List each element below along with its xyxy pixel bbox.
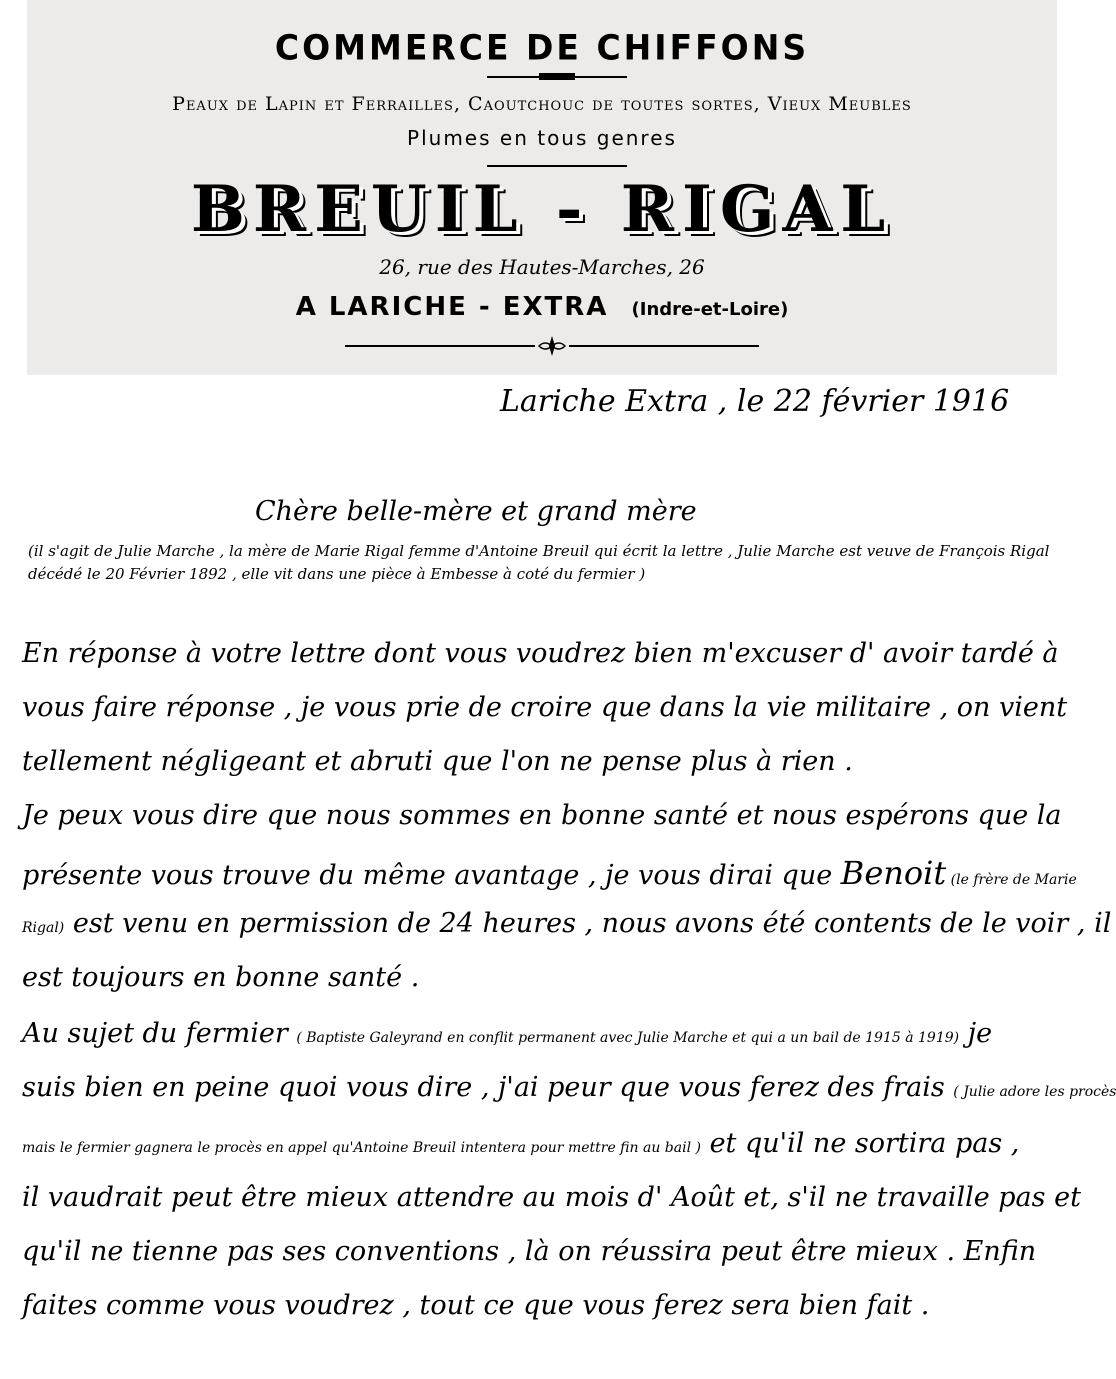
letterhead-goods: Peaux de Lapin et Ferrailles, Caoutchouc de toutes sortes, Vieux Meubles	[172, 93, 912, 115]
body-line-8-text: Au sujet du fermier	[22, 1018, 297, 1049]
benoit-name: Benoit	[840, 854, 947, 892]
town-row	[27, 292, 1057, 322]
bottom-rule-right	[569, 345, 759, 347]
body-line-13: faites comme vous voudrez , tout ce que vous ferez sera bien fait .	[22, 1290, 930, 1321]
body-line-2: vous faire réponse , je vous prie de croire que dans la vie militaire , on vient	[22, 692, 1068, 723]
company-address: 26, rue des Hautes-Marches, 26	[379, 255, 705, 279]
date-line: Lariche Extra , le 22 février 1916	[500, 384, 1010, 419]
benoit-note: (le frère de Marie	[946, 872, 1077, 888]
body-line-8-end: je	[959, 1018, 993, 1049]
body-line-10	[22, 1128, 1019, 1159]
body-line-7: est toujours en bonne santé .	[22, 962, 420, 993]
salutation-note-line-1: (il s'agit de Julie Marche , la mère de Marie Rigal femme d'Antoine Breuil qui écrit la lettre , Julie Marche est veuve de François Rigal	[28, 542, 1050, 560]
body-line-11: il vaudrait peut être mieux attendre au mois d' Août et, s'il ne travaille pas et	[22, 1182, 1081, 1213]
salutation: Chère belle-mère et grand mère	[255, 496, 697, 527]
farmer-note: ( Baptiste Galeyrand en conflit permanent avec Julie Marche et qui a un bail de 1915 à 1919)	[296, 1030, 960, 1046]
letterhead-title: COMMERCE DE CHIFFONS	[274, 27, 810, 68]
body-line-9	[22, 1072, 1116, 1103]
body-line-6-text: est venu en permission de 24 heures , nous avons été contents de le voir , il	[64, 908, 1112, 939]
benoit-note-end: Rigal)	[22, 920, 65, 936]
body-line-4: Je peux vous dire que nous sommes en bonne santé et nous espérons que la	[22, 800, 1062, 831]
company-region: (Indre-et-Loire)	[631, 299, 789, 320]
body-line-6	[22, 908, 1111, 939]
title-rule-center	[539, 73, 575, 80]
salutation-note-line-2: décédé le 20 Février 1892 , elle vit dans une pièce à Embesse à coté du fermier )	[28, 565, 646, 583]
company-name: BREUIL - RIGAL	[190, 172, 894, 247]
body-line-5-text: présente vous trouve du même avantage , je vous dirai que	[22, 860, 841, 891]
body-line-3: tellement négligeant et abruti que l'on ne pense plus à rien .	[22, 746, 853, 777]
body-line-5	[22, 854, 1077, 892]
feathers-rule	[487, 165, 627, 167]
letterhead	[27, 0, 1057, 375]
body-line-12: qu'il ne tienne pas ses conventions , là on réussira peut être mieux . Enfin	[22, 1236, 1037, 1267]
body-line-10-text: et qu'il ne sortira pas ,	[700, 1128, 1020, 1159]
body-line-1: En réponse à votre lettre dont vous voudrez bien m'excuser d' avoir tardé à	[22, 638, 1059, 669]
body-line-8	[22, 1018, 992, 1049]
lawsuit-note-end: mais le fermier gagnera le procès en appel qu'Antoine Breuil intentera pour mettre fin au bail )	[22, 1140, 701, 1156]
fleuron-icon	[535, 334, 569, 358]
company-town: A LARICHE - EXTRA	[295, 292, 609, 322]
body-line-9-text: suis bien en peine quoi vous dire , j'ai peur que vous ferez des frais	[22, 1072, 954, 1103]
bottom-rule-left	[345, 345, 535, 347]
lawsuit-note: ( Julie adore les procès	[953, 1084, 1116, 1100]
letterhead-feathers: Plumes en tous genres	[407, 126, 677, 150]
